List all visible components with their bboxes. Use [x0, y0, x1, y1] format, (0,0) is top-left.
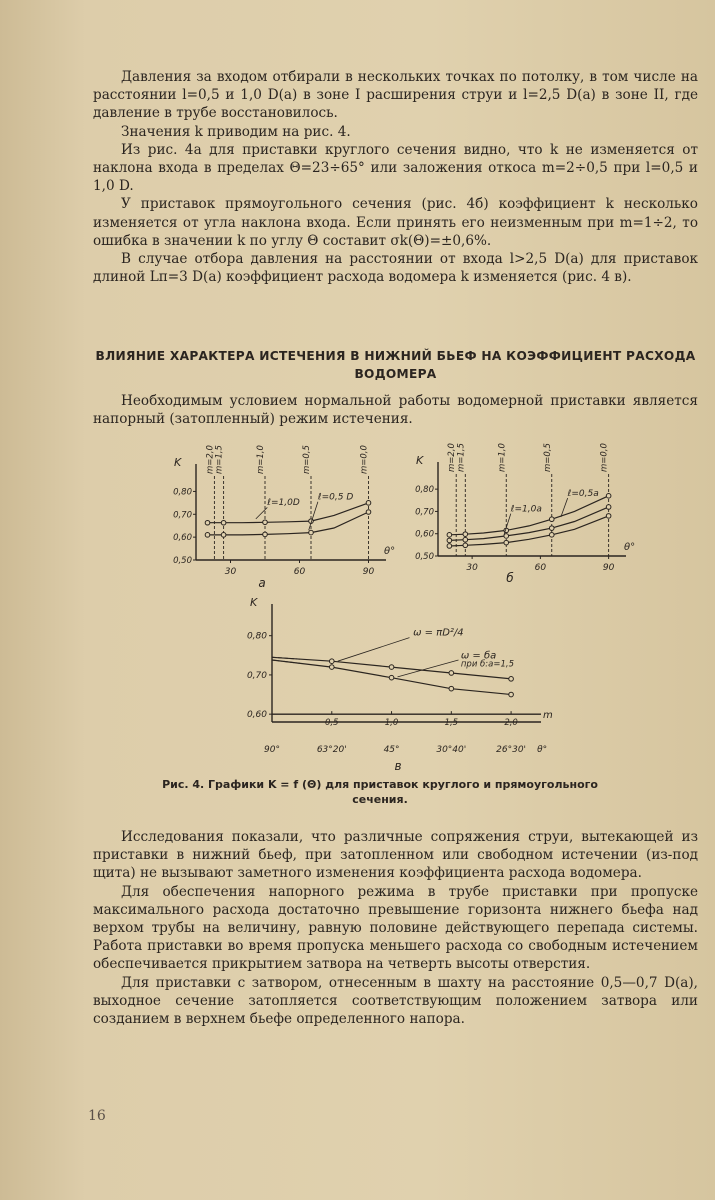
paragraph: Для обеспечения напорного режима в трубе приставки при пропуске максимального расхода достаточно превышение горизонта нижнего бьефа над верхом трубы на величину, равную половине действующего перепада системы. Работа приставки во время пропуска меньшего расхода со свободным истечением обеспечивается прикрытием затвора на четверть высоты отверстия. — [93, 883, 698, 973]
annotation: ω = πD²/4 — [413, 627, 464, 639]
data-point — [463, 532, 468, 537]
data-point — [509, 677, 514, 682]
x-tick-label: 30 — [224, 567, 237, 577]
x-tick-label: 60 — [293, 567, 306, 577]
y-tick-label: 0,70 — [415, 507, 434, 518]
m-label: m=0,5 — [542, 443, 553, 472]
data-point — [449, 671, 454, 676]
annotation: ω = ба — [460, 650, 497, 662]
m-tick-label: 1,0 — [384, 718, 399, 729]
data-point — [606, 494, 611, 499]
annotation-leader — [338, 638, 410, 662]
y-tick-label: 0,70 — [173, 510, 192, 521]
data-point — [606, 505, 611, 510]
y-axis-label: K — [174, 456, 182, 469]
data-point — [509, 692, 514, 697]
y-axis-label: K — [250, 596, 258, 609]
series-line — [449, 516, 608, 546]
data-point — [309, 530, 314, 535]
x-axis-label: θ° — [537, 745, 548, 755]
data-point — [549, 533, 554, 538]
x-axis-label: m — [543, 710, 553, 722]
y-tick-label: 0,80 — [415, 485, 434, 496]
m-label: m=1,5 — [214, 445, 225, 474]
data-point — [205, 533, 210, 538]
paragraph: В случае отбора давления на расстоянии от входа l>2,5 D(a) для приставок длиной Lп=3 D(a) коэффициент расхода водомера k изменяется (рис. 4 в). — [93, 251, 698, 286]
data-point — [366, 501, 371, 506]
m-label: m=1,0 — [256, 445, 266, 474]
annotation: при б:а=1,5 — [460, 659, 515, 670]
data-point — [549, 526, 554, 531]
m-tick-label: 2,0 — [504, 718, 518, 729]
data-point — [263, 520, 268, 525]
x-axis-label: θ° — [624, 542, 636, 553]
bottom-text-block — [93, 828, 698, 1028]
y-tick-label: 0,60 — [173, 533, 192, 544]
theta-tick-label: 45° — [383, 745, 400, 755]
y-tick-label: 0,60 — [415, 529, 434, 540]
data-point — [447, 538, 452, 543]
data-point — [504, 534, 509, 539]
section-heading: ВЛИЯНИЕ ХАРАКТЕРА ИСТЕЧЕНИЯ В НИЖНИЙ БЬЕФ НА КОЭФФИЦИЕНТ РАСХОДА ВОДОМЕРА — [95, 349, 696, 381]
m-label: m=2,0 — [205, 445, 216, 474]
annotation-leader — [256, 507, 267, 518]
panel-label: в — [394, 759, 402, 773]
data-point — [447, 533, 452, 538]
m-label: m=0,0 — [599, 443, 610, 472]
y-tick-label: 0,70 — [246, 670, 267, 681]
y-tick-label: 0,60 — [246, 710, 267, 721]
y-tick-label: 0,80 — [173, 487, 192, 498]
m-label: m=1,0 — [497, 443, 508, 472]
data-point — [389, 675, 394, 680]
y-tick-label: 0,50 — [415, 552, 434, 562]
annotation: ℓ=1,0D — [267, 498, 300, 509]
m-tick-label: 0,5 — [325, 718, 339, 729]
m-label: m=2,0 — [447, 443, 458, 472]
y-axis-label: K — [416, 454, 424, 467]
paragraph: Для приставки с затвором, отнесенным в шахту на расстояние 0,5—0,7 D(a), выходное сечение затопляется соответствующим положением затвора или созданием в верхнем бьефе определенного напора. — [93, 974, 698, 1028]
paragraph: Исследования показали, что различные сопряжения струи, вытекающей из приставки в нижний бьеф, при затопленном или свободном истечении (из-под щита) не вызывают заметного изменения коэффициента расхода водомера. — [93, 829, 698, 882]
theta-tick-label: 26°30' — [496, 745, 527, 755]
x-tick-label: 60 — [534, 563, 547, 573]
theta-tick-label: 30°40' — [436, 745, 467, 755]
data-point — [329, 665, 334, 670]
paragraph: Из рис. 4а для приставки круглого сечения видно, что k не изменяется от наклона входа в пределах Θ=23÷65° или заложения откоса m=2÷0,5 при l=0,5 и 1,0 D. — [93, 141, 698, 195]
y-tick-label: 0,50 — [173, 556, 192, 566]
data-point — [463, 537, 468, 542]
x-axis-label: θ° — [384, 546, 396, 557]
m-label: m=0,0 — [359, 445, 370, 474]
annotation: ℓ=0,5 D — [317, 492, 354, 503]
data-point — [504, 540, 509, 545]
y-tick-label: 0,80 — [246, 631, 267, 642]
data-point — [549, 517, 554, 522]
data-point — [449, 686, 454, 691]
annotation: ℓ=0,5a — [567, 488, 599, 499]
paragraph: Необходимым условием нормальной работы водомерной приставки является напорный (затопленный) режим истечения. — [93, 393, 698, 428]
data-point — [263, 532, 268, 537]
data-point — [606, 514, 611, 519]
data-point — [221, 533, 226, 538]
theta-tick-label: 63°20' — [316, 745, 347, 755]
paragraph: У приставок прямоугольного сечения (рис. 4б) коэффициент k несколько изменяется от угла наклона входа. Если принять его неизменным при m=1÷2, то ошибка в значении k по углу Θ составит σk(Θ)=±0,6%. — [93, 196, 698, 249]
m-label: m=1,5 — [456, 443, 467, 472]
data-point — [463, 543, 468, 548]
paragraph: Значения k приводим на рис. 4. — [121, 123, 351, 140]
annotation-leader — [309, 502, 318, 531]
annotation: ℓ=1,0a — [510, 504, 542, 515]
series-line — [449, 496, 608, 535]
page-number: 16 — [88, 1108, 106, 1124]
data-point — [221, 520, 226, 525]
series-line — [208, 512, 369, 535]
panel-label: а — [258, 576, 266, 590]
data-point — [366, 510, 371, 515]
figure-caption: Рис. 4. Графики K = f (Θ) для приставок круглого и прямоугольного сечения. — [162, 778, 598, 806]
m-label: m=0,5 — [302, 445, 312, 474]
x-tick-label: 90 — [602, 563, 615, 573]
data-point — [447, 544, 452, 549]
x-tick-label: 30 — [466, 563, 478, 573]
data-point — [329, 659, 334, 664]
x-tick-label: 90 — [362, 567, 375, 577]
paragraph: Давления за входом отбирали в нескольких точках по потолку, в том числе на расстоянии l=0,5 и 1,0 D(a) в зоне I расширения струи и l=2,5 D(a) в зоне II, где давление в трубе восстановилось. — [93, 69, 698, 122]
data-point — [205, 520, 210, 525]
panel-label: б — [506, 571, 514, 585]
theta-tick-label: 90° — [264, 745, 280, 755]
m-tick-label: 1,5 — [444, 718, 459, 729]
data-point — [389, 665, 394, 670]
